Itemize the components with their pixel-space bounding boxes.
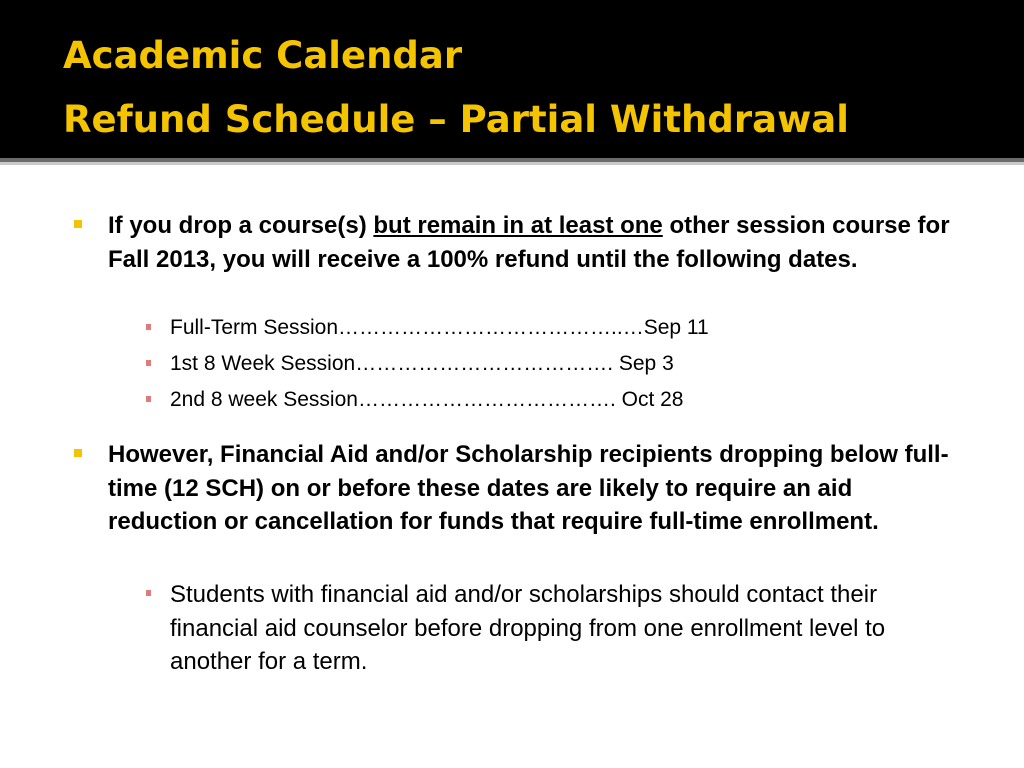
session-item-text: 2nd 8 week Session………………………………. Oct 28 [170, 388, 684, 411]
square-bullet-icon [74, 449, 82, 457]
square-bullet-icon [74, 220, 82, 228]
bullet-financial-aid [108, 438, 958, 539]
advice-text: Students with financial aid and/or scholarships should contact their financial aid counselor before dropping from one enrollment level to another for a term. [170, 581, 886, 675]
sub-bullet-icon [146, 396, 151, 402]
drop-course-text-start: If you drop a course(s) [108, 212, 374, 239]
session-item-first-8-week [170, 350, 674, 378]
drop-course-underlined-text: but remain in at least one [373, 212, 663, 239]
financial-aid-text: However, Financial Aid and/or Scholarship recipients dropping below full-time (12 SCH) on or before these dates are likely to require an aid reduction or cancellation for funds that require full-time enrollment. [108, 441, 949, 535]
slide-title-line-1: Academic Calendar [63, 34, 463, 77]
sub-bullet-icon [146, 590, 151, 596]
session-item-text: Full-Term Session…………………………………..…Sep 11 [170, 316, 709, 339]
drop-course-text-end: other session course for Fall 2013, you will receive a 100% refund until the following dates. [108, 212, 950, 273]
sub-bullet-icon [146, 324, 151, 330]
slide-title-line-2: Refund Schedule – Partial Withdrawal [63, 98, 849, 141]
session-item-text: 1st 8 Week Session………………………………. Sep 3 [170, 352, 674, 375]
bullet-drop-course [108, 209, 958, 276]
sub-bullet-icon [146, 360, 151, 366]
session-item-second-8-week [170, 386, 684, 414]
session-item-full-term [170, 314, 709, 342]
bullet-advice [170, 578, 950, 679]
